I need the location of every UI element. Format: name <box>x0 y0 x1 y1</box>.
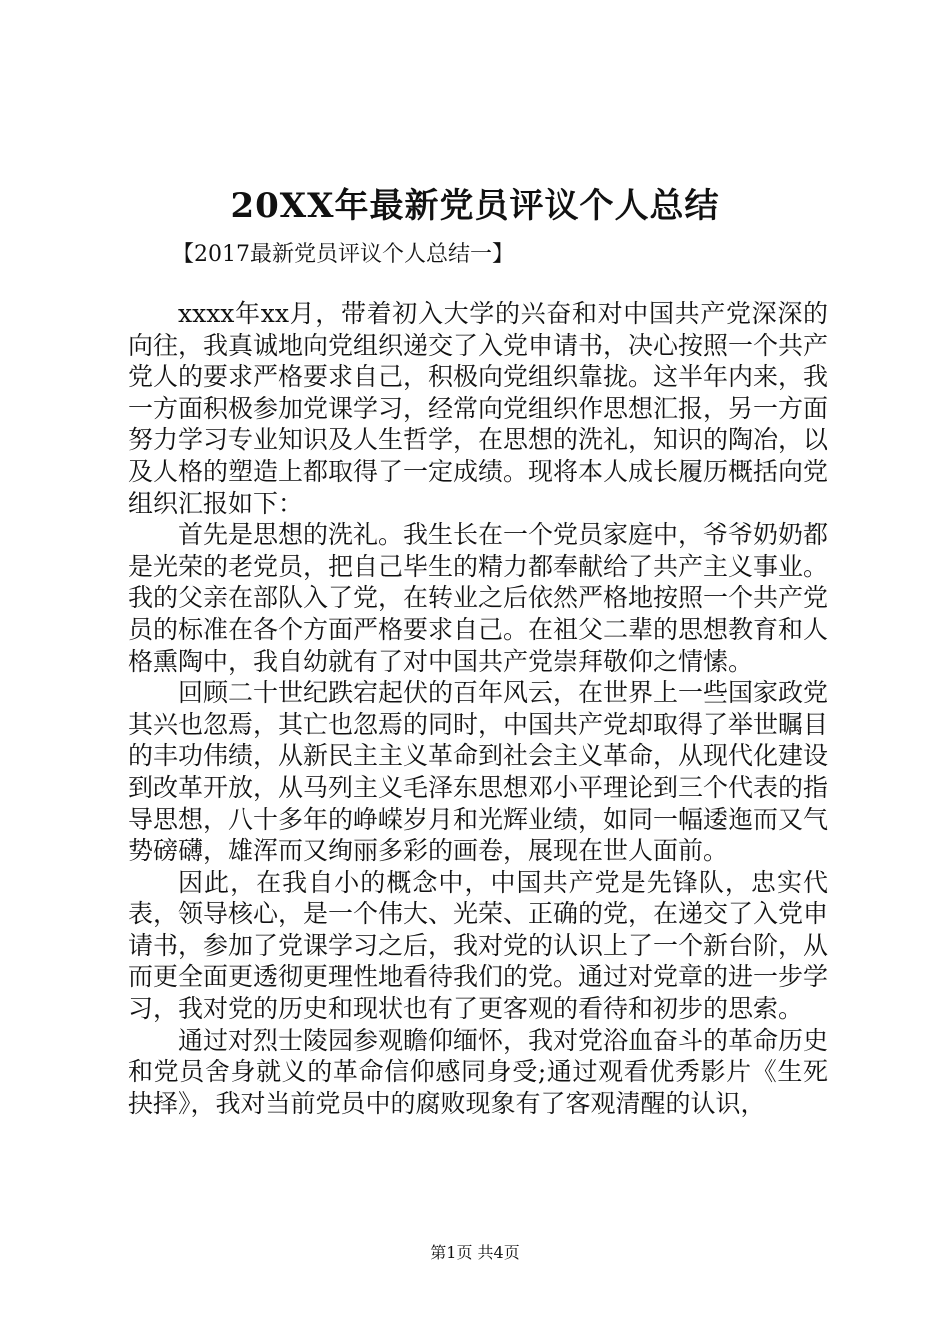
body-paragraph: 回顾二十世纪跌宕起伏的百年风云，在世界上一些国家政党其兴也忽焉，其亡也忽焉的同时，中国共产党却取得了举世瞩目的丰功伟绩，从新民主主义革命到社会主义革命，从现代化建设到改革开放，从马列主义毛泽东思想邓小平理论到三个代表的指导思想，八十多年的峥嵘岁月和光辉业绩，如同一幅逶迤而又气势磅礴，雄浑而又绚丽多彩的画卷，展现在世人面前。 <box>128 678 829 866</box>
body-paragraph: 通过对烈士陵园参观瞻仰缅怀，我对党浴血奋斗的革命历史和党员舍身就义的革命信仰感同身受;通过观看优秀影片《生死抉择》，我对当前党员中的腐败现象有了客观清醒的认识， <box>128 1025 829 1118</box>
body-paragraph: xxxx年xx月，带着初入大学的兴奋和对中国共产党深深的向往，我真诚地向党组织递交了入党申请书，决心按照一个共产党人的要求严格要求自己，积极向党组织靠拢。这半年内来，我一方面积极参加党课学习，经常向党组织作思想汇报，另一方面努力学习专业知识及人生哲学，在思想的洗礼，知识的陶冶，以及人格的塑造上都取得了一定成绩。现将本人成长履历概括向党组织汇报如下： <box>128 299 829 518</box>
document-body <box>128 298 828 1119</box>
page-number-footer: 第1页 共4页 <box>430 1243 520 1262</box>
body-paragraph: 因此，在我自小的概念中，中国共产党是先锋队，忠实代表，领导核心，是一个伟大、光荣、正确的党，在递交了入党申请书，参加了党课学习之后，我对党的认识上了一个新台阶，从而更全面更透彻更理性地看待我们的党。通过对党章的进一步学习，我对党的历史和现状也有了更客观的看待和初步的思索。 <box>128 867 829 1024</box>
document-title: 20XX年最新党员评议个人总结 <box>230 186 720 226</box>
document-subtitle: 【2017最新党员评议个人总结一】 <box>172 242 514 267</box>
body-paragraph: 首先是思想的洗礼。我生长在一个党员家庭中，爷爷奶奶都是光荣的老党员，把自己毕生的精力都奉献给了共产主义事业。我的父亲在部队入了党，在转业之后依然严格地按照一个共产党员的标准在各个方面严格要求自己。在祖父二辈的思想教育和人格熏陶中，我自幼就有了对中国共产党崇拜敬仰之情愫。 <box>128 520 829 676</box>
